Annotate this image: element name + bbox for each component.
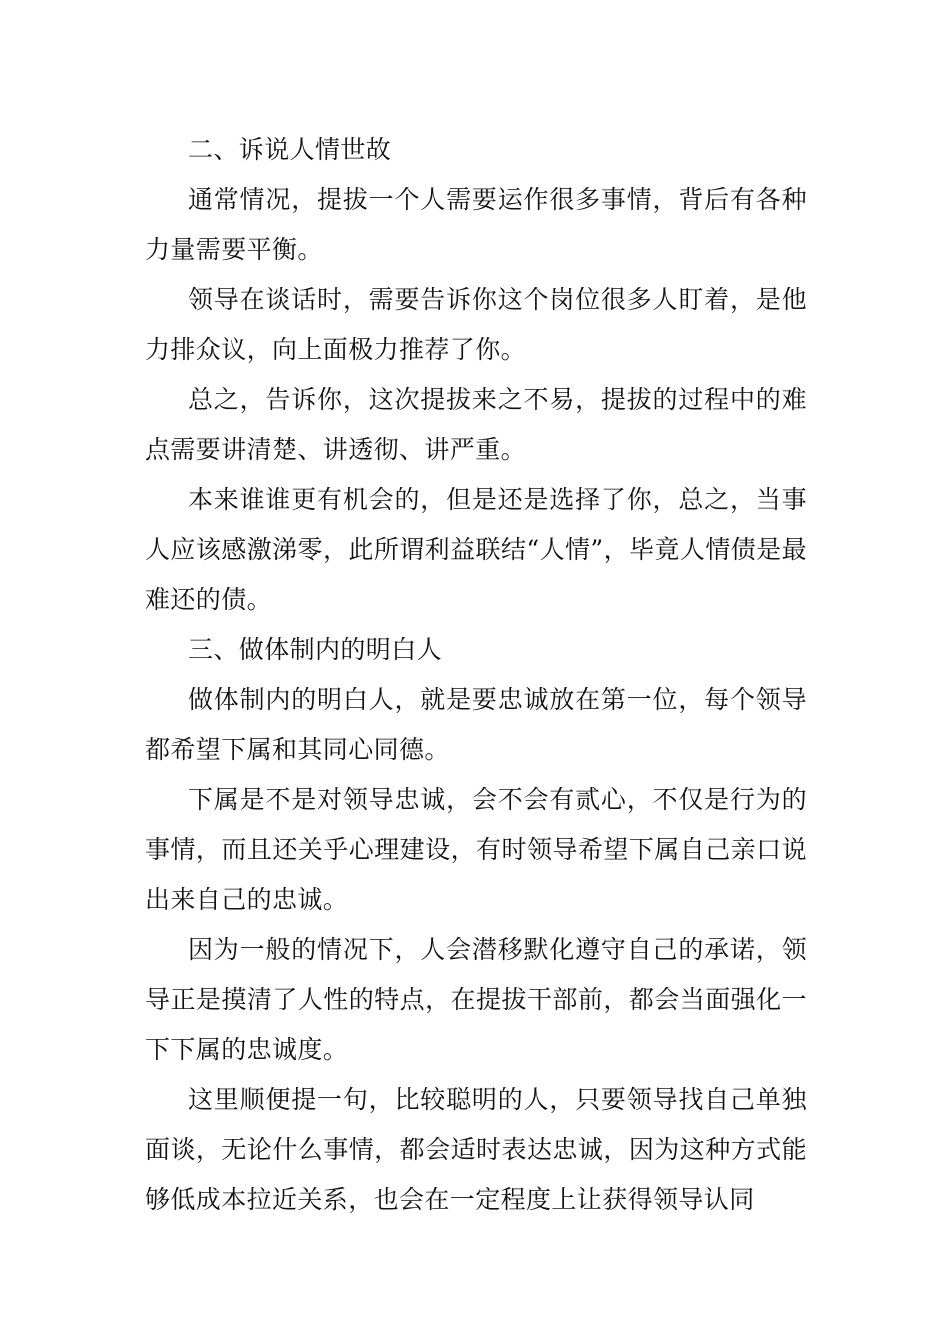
paragraph: 因为一般的情况下，人会潜移默化遵守自己的承诺，领导正是摸清了人性的特点，在提拔干部前，都会当面强化一下下属的忠诚度。	[145, 935, 807, 1064]
section-heading-3: 三、做体制内的明白人	[188, 635, 443, 664]
paragraph: 领导在谈话时，需要告诉你这个岗位很多人盯着，是他力排众议，向上面极力推荐了你。	[145, 285, 807, 364]
paragraph: 下属是不是对领导忠诚，会不会有贰心，不仅是行为的事情，而且还关乎心理建设，有时领导希望下属自己亲口说出来自己的忠诚。	[145, 785, 807, 914]
section-heading-2: 二、诉说人情世故	[188, 135, 392, 164]
paragraph: 通常情况，提拔一个人需要运作很多事情，背后有各种力量需要平衡。	[145, 185, 807, 264]
document-body	[145, 125, 807, 1225]
paragraph: 做体制内的明白人，就是要忠诚放在第一位，每个领导都希望下属和其同心同德。	[145, 685, 807, 764]
paragraph: 本来谁谁更有机会的，但是还是选择了你，总之，当事人应该感激涕零，此所谓利益联结“人情”，毕竟人情债是最难还的债。	[145, 485, 807, 614]
paragraph: 这里顺便提一句，比较聪明的人，只要领导找自己单独面谈，无论什么事情，都会适时表达忠诚，因为这种方式能够低成本拉近关系，也会在一定程度上让获得领导认同	[145, 1085, 807, 1214]
paragraph: 总之，告诉你，这次提拔来之不易，提拔的过程中的难点需要讲清楚、讲透彻、讲严重。	[145, 385, 807, 464]
